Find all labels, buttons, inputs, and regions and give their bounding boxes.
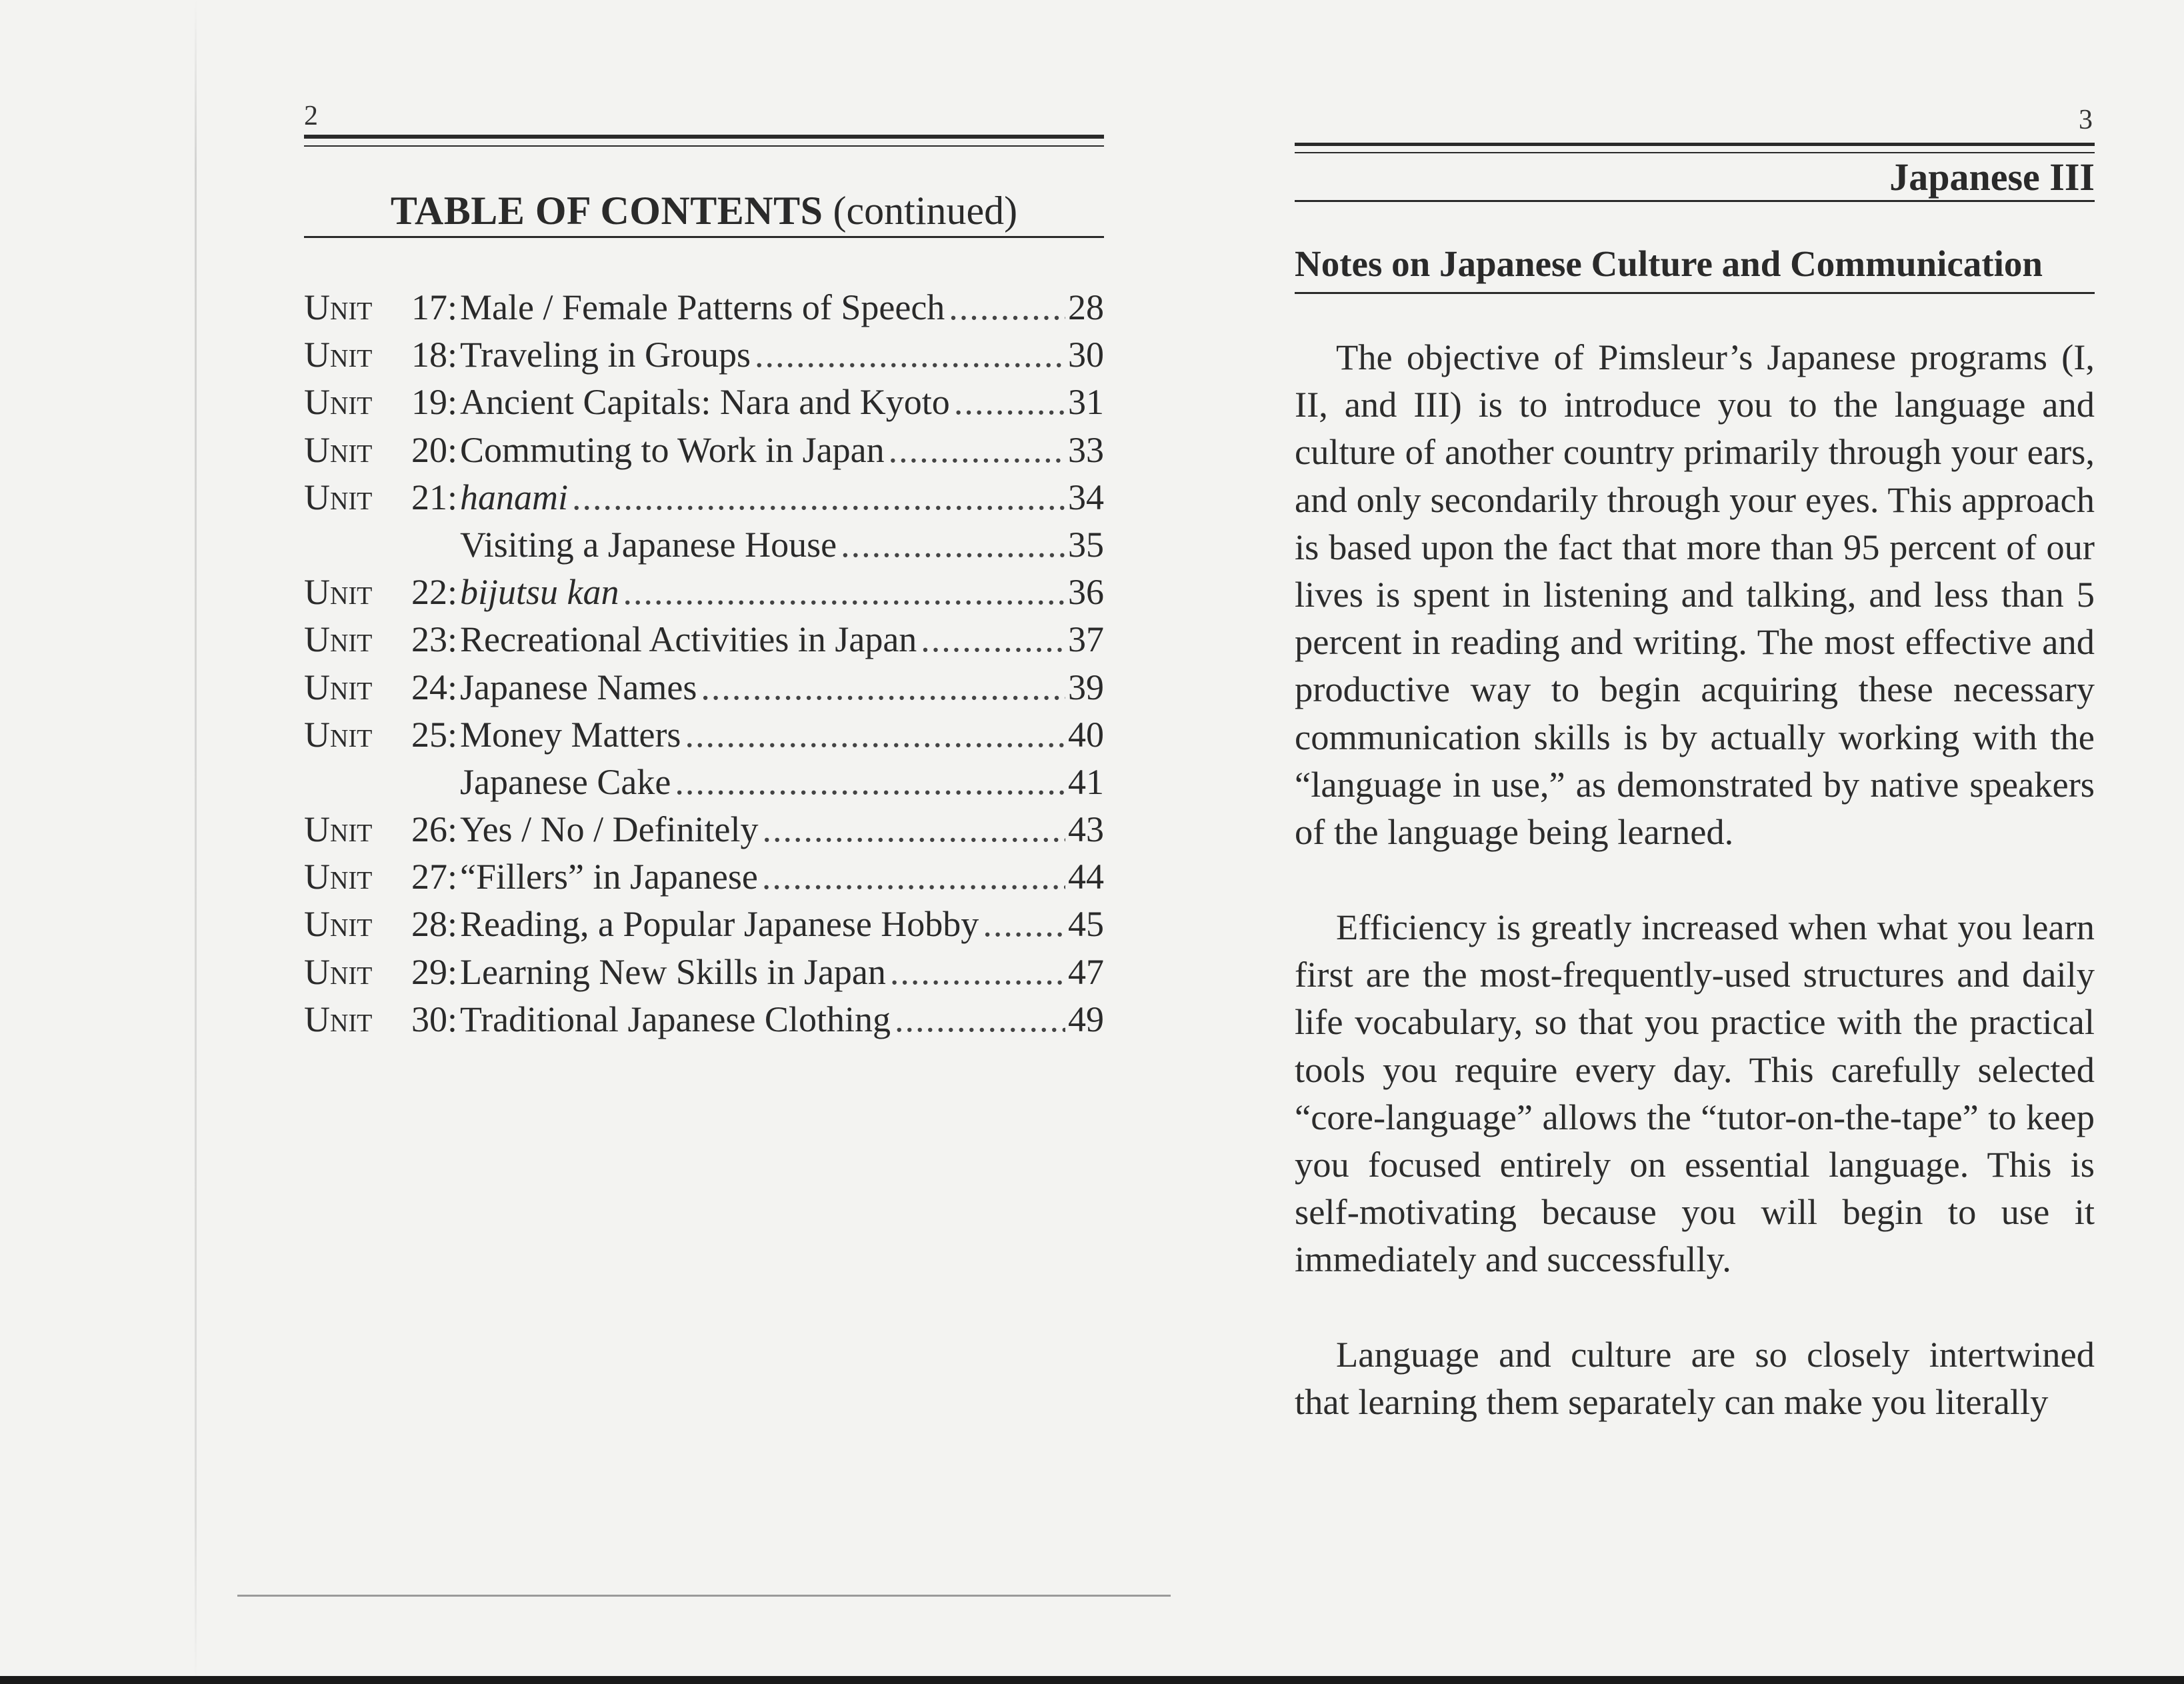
toc-leader-dots — [675, 759, 1065, 806]
toc-unit-number: 22: — [411, 572, 457, 613]
toc-leader-dots — [889, 427, 1065, 474]
left-page-number: 2 — [304, 101, 318, 131]
section-title: Notes on Japanese Culture and Communication — [1295, 243, 2043, 284]
toc-leader-dots — [685, 711, 1065, 759]
toc-entry-title: Traveling in Groups — [460, 335, 751, 375]
toc-heading-underline — [304, 236, 1104, 238]
toc-entry — [304, 949, 1104, 996]
right-top-rule-thin — [1295, 152, 2095, 153]
toc-unit-number: 20: — [411, 429, 457, 470]
toc-page-number: 40 — [1068, 714, 1104, 755]
toc-unit-number: 19: — [411, 382, 457, 423]
toc-page-number: 37 — [1068, 619, 1104, 660]
left-top-rule-thin — [304, 145, 1104, 147]
toc-entry — [304, 853, 1104, 901]
toc-unit-label: Unit — [304, 619, 373, 660]
toc-entry-title: bijutsu kan — [460, 572, 619, 613]
toc-unit-number: 17: — [411, 287, 457, 327]
toc-entry — [304, 996, 1104, 1043]
toc-entry — [304, 474, 1104, 521]
toc-unit-number: 23: — [411, 619, 457, 660]
toc-leader-dots — [763, 806, 1065, 853]
toc-entry — [304, 521, 1104, 569]
toc-heading — [304, 188, 1104, 234]
toc-entry — [304, 427, 1104, 474]
toc-entry-title: Visiting a Japanese House — [460, 524, 837, 565]
toc-entry-line — [460, 474, 1104, 521]
toc-unit-label: Unit — [304, 429, 373, 470]
toc-page-number: 33 — [1068, 429, 1104, 470]
toc-page-number: 45 — [1068, 904, 1104, 945]
toc-entry-line — [460, 901, 1104, 948]
running-header: Japanese III — [1889, 155, 2095, 199]
toc-unit-number: 28: — [411, 904, 457, 945]
toc-unit-number: 21: — [411, 477, 457, 517]
toc-entry — [304, 901, 1104, 948]
toc-entry-title: Reading, a Popular Japanese Hobby — [460, 904, 979, 945]
toc-page-number: 35 — [1068, 524, 1104, 565]
toc-unit-label: Unit — [304, 951, 373, 992]
toc-page-number: 47 — [1068, 951, 1104, 992]
toc-leader-dots — [983, 901, 1065, 948]
toc-entry-title: “Fillers” in Japanese — [460, 857, 758, 897]
toc-leader-dots — [841, 521, 1065, 569]
toc-entry-line — [460, 284, 1104, 331]
toc-page-number: 36 — [1068, 572, 1104, 613]
toc-entry-line — [460, 616, 1104, 663]
toc-heading-suffix: (continued) — [833, 189, 1018, 233]
toc-entry — [304, 664, 1104, 711]
toc-page-number: 28 — [1068, 287, 1104, 327]
page-bottom-edge — [237, 1595, 1171, 1597]
toc-page-number: 41 — [1068, 761, 1104, 802]
toc-unit-label: Unit — [304, 287, 373, 327]
toc-unit-number: 18: — [411, 335, 457, 375]
toc-entry — [304, 616, 1104, 663]
toc-unit-label: Unit — [304, 335, 373, 375]
toc-entry-line — [460, 711, 1104, 759]
toc-unit-label: Unit — [304, 999, 373, 1039]
toc-entry-line — [460, 331, 1104, 379]
toc-entry — [304, 379, 1104, 426]
toc-entry-title: Male / Female Patterns of Speech — [460, 287, 945, 327]
toc-page-number: 31 — [1068, 382, 1104, 423]
toc-unit-label: Unit — [304, 667, 373, 707]
toc-entry — [304, 759, 1104, 806]
toc-entry-line — [460, 569, 1104, 616]
toc-page-number: 39 — [1068, 667, 1104, 707]
paragraph-2: Efficiency is greatly increased when what you learn first are the most-frequently-used structures and daily life vocabulary, so that you practice with the practical tools you require every day. This carefully selected “core-language” allows the “tutor-on-the-tape” to keep you focused entirely on essential language. This is self-motivating because you will begin to use it immediately and successfully. — [1295, 907, 2095, 1280]
toc-leader-dots — [623, 569, 1066, 616]
page-edge-shadow — [195, 0, 197, 1684]
toc-page-number: 34 — [1068, 477, 1104, 517]
paragraph-1: The objective of Pimsleur’s Japanese programs (I, II, and III) is to introduce you to the language and culture of another country primarily through your ears, and only secondarily through your eyes. This approach is based upon the fact that more than 95 percent of our lives is spent in listening and talking, and less than 5 percent in reading and writing. The most effective and productive way to begin acquiring these necessary communication skills is by actually working with the “language in use,” as demonstrated by native speakers of the language being learned. — [1295, 337, 2095, 853]
toc-entry — [304, 569, 1104, 616]
toc-unit-label: Unit — [304, 809, 373, 850]
toc-unit-number: 25: — [411, 714, 457, 755]
toc-page-number: 30 — [1068, 335, 1104, 375]
toc-entry-title: Money Matters — [460, 714, 681, 755]
toc-unit-number: 29: — [411, 951, 457, 992]
toc-entry-title: Learning New Skills in Japan — [460, 951, 886, 992]
toc-entry-line — [460, 521, 1104, 569]
toc-entry-line — [460, 949, 1104, 996]
toc-page-number: 44 — [1068, 857, 1104, 897]
toc-unit-number: 30: — [411, 999, 457, 1039]
paragraph-3: Language and culture are so closely intertwined that learning them separately can make you literally — [1295, 1334, 2095, 1423]
toc-entry-title: Yes / No / Definitely — [460, 809, 759, 850]
right-top-rule-thick — [1295, 143, 2095, 146]
section-title-underline — [1295, 292, 2095, 294]
toc-unit-label: Unit — [304, 904, 373, 945]
toc-leader-dots — [762, 853, 1065, 901]
toc-unit-number: 24: — [411, 667, 457, 707]
toc-entry-line — [460, 759, 1104, 806]
toc-entry — [304, 806, 1104, 853]
toc-unit-number: 27: — [411, 857, 457, 897]
toc-entry-line — [460, 806, 1104, 853]
left-top-rule-thick — [304, 135, 1104, 139]
scan-bottom-border — [0, 1676, 2184, 1684]
toc-unit-label: Unit — [304, 572, 373, 613]
toc-entry-line — [460, 427, 1104, 474]
toc-entry — [304, 284, 1104, 331]
toc-leader-dots — [921, 616, 1065, 663]
toc-entry-title: Recreational Activities in Japan — [460, 619, 917, 660]
toc-unit-label: Unit — [304, 857, 373, 897]
toc-unit-number: 26: — [411, 809, 457, 850]
toc-unit-label: Unit — [304, 714, 373, 755]
toc-leader-dots — [572, 474, 1065, 521]
toc-heading-text: TABLE OF CONTENTS — [390, 189, 823, 233]
toc-leader-dots — [890, 949, 1065, 996]
toc-entry-title: hanami — [460, 477, 568, 517]
toc-unit-label: Unit — [304, 477, 373, 517]
toc-entry-line — [460, 664, 1104, 711]
right-page-number: 3 — [2079, 105, 2093, 135]
toc-leader-dots — [701, 664, 1065, 711]
toc-entry-title: Ancient Capitals: Nara and Kyoto — [460, 382, 950, 423]
toc-entry-title: Traditional Japanese Clothing — [460, 999, 891, 1039]
toc-page-number: 43 — [1068, 809, 1104, 850]
toc-leader-dots — [755, 331, 1065, 379]
toc-leader-dots — [954, 379, 1065, 426]
toc-entry-line — [460, 379, 1104, 426]
toc-entry-title: Japanese Cake — [460, 761, 671, 802]
toc-leader-dots — [949, 284, 1065, 331]
toc-entry-title: Japanese Names — [460, 667, 697, 707]
toc-leader-dots — [895, 996, 1065, 1043]
toc-list — [304, 284, 1104, 1043]
toc-entry-line — [460, 996, 1104, 1043]
running-header-rule — [1295, 200, 2095, 202]
toc-page-number: 49 — [1068, 999, 1104, 1039]
toc-entry-title: Commuting to Work in Japan — [460, 429, 885, 470]
toc-entry — [304, 331, 1104, 379]
toc-unit-label: Unit — [304, 382, 373, 423]
toc-entry-line — [460, 853, 1104, 901]
toc-entry — [304, 711, 1104, 759]
